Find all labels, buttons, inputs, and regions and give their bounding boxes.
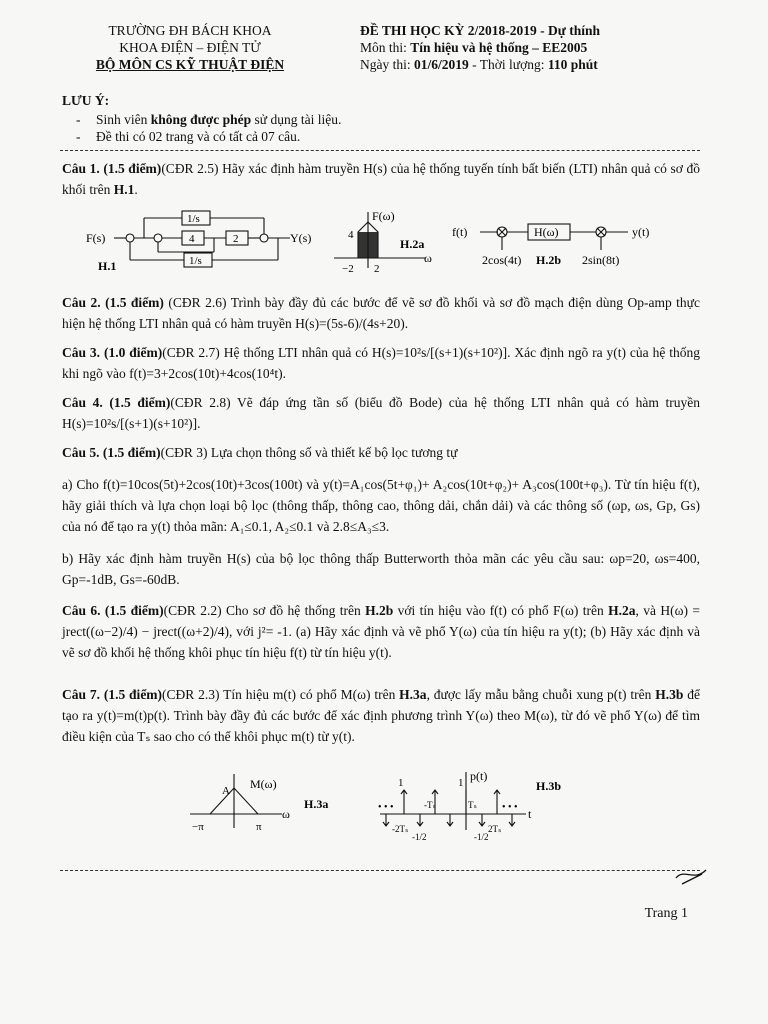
h3b-up: 1 [398,777,404,789]
h1-block-2: 4 [189,233,195,245]
h1-output-label: Y(s) [290,231,312,245]
h3b-tick-m2: -2Tₛ [392,824,409,834]
question-5a: a) Cho f(t)=10cos(5t)+2cos(10t)+3cos(100t) và y(t)=A₁cos(5t+φ₁)+ A₂cos(10t+φ₂)+ A₃cos(100t+φ₃). Từ tín hiệu f(t), hãy giải thích và lựa chọn loại bộ lọc (thông thấp, thông cao, thông dải, chắn dải) và các thông số (ωp, ωs, Gp, Gs) của nó để tạo ra y(t) thỏa mãn: A₁≤0.1, A₂≤0.1 và 2.8≤A₃≤3. [62,477,700,534]
question-5b: b) Hãy xác định hàm truyền H(s) của bộ lọc thông thấp Butterworth thỏa mãn các yêu cầu sau: ωp=20, ωs=400, Gp=-1dB, Gs=-60dB. [62,551,700,587]
university-name: TRƯỜNG ĐH BÁCH KHOA [108,23,272,38]
question-7: Câu 7. (1.5 điểm)(CĐR 2.3) Tín hiệu m(t) có phổ M(ω) trên H.3a, được lấy mẫu bằng chuỗi xung p(t) trên H.3b để tạo ra y(t)=m(t)p(t). Trình bày đầy đủ các bước để xác định phương trình Y(ω) theo M(ω), từ đó vẽ phổ Y(ω) để tìm điều kiện của Tₛ sao cho có thể khôi phục m(t) từ y(t). [62,687,700,744]
faculty-name: KHOA ĐIỆN – ĐIỆN TỬ [119,40,261,55]
spectrum-h2a [334,208,444,278]
department-name: BỘ MÔN CS KỸ THUẬT ĐIỆN [95,57,285,72]
exam-subject: Tín hiệu và hệ thống – EE2005 [410,40,588,55]
h3b-up-center: 1 [458,777,464,789]
question-5: Câu 5. (1.5 điểm)(CĐR 3) Lựa chọn thông số và thiết kế bộ lọc tương tự [62,445,458,460]
spectrum-h3a [186,770,336,836]
h1-label: H.1 [98,259,117,273]
exam-date: 01/6/2019 [414,57,469,72]
question-1: Câu 1. (1.5 điểm)(CĐR 2.5) Hãy xác định hàm truyền H(s) của hệ thống tuyến tính bất biến (LTI) nhân quả có sơ đồ khối trên H.1. [62,161,700,197]
h3b-ylabel: p(t) [470,769,488,783]
h3b-xlabel: t [528,807,532,821]
impulse-train-h3b [376,768,576,844]
h3b-tick-p1: Tₛ [468,800,477,810]
exam-header [360,22,700,73]
exam-title: ĐỀ THI HỌC KỲ 2/2018-2019 - Dự thính [360,23,601,38]
notes-title: LƯU Ý: [62,93,110,108]
h2a-height: 4 [348,229,354,241]
h1-input-label: F(s) [86,231,106,245]
h3a-tick-neg: −π [192,821,204,833]
h1-block-3: 2 [233,233,239,245]
h2a-tick-neg: −2 [342,263,354,275]
question-4: Câu 4. (1.5 điểm)(CĐR 2.8) Vẽ đáp ứng tần số (biểu đồ Bode) của hệ thống LTI nhân quả có hàm truyền H(s)=10²s/[(s+1)(s+10²)]. [62,395,700,431]
divider-bottom [60,870,700,871]
signature-mark [672,862,712,890]
h2b-output-label: y(t) [632,225,650,239]
h2b-label: H.2b [536,253,562,267]
question-2: Câu 2. (1.5 điểm) (CĐR 2.6) Trình bày đầy đủ các bước để vẽ sơ đồ khối và sơ đồ mạch điện dùng Op-amp thực hiện hệ thống LTI nhân quả có hàm truyền H(s)=(5s-6)/(4s+20). [62,295,700,331]
h2a-label: H.2a [400,237,425,251]
h3a-ylabel: M(ω) [250,777,277,791]
exam-subject-line: Môn thi: Tín hiệu và hệ thống – EE2005 [360,40,588,55]
exam-duration: 110 phút [547,57,598,72]
question-3: Câu 3. (1.0 điểm)(CĐR 2.7) Hệ thống LTI nhân quả có H(s)=10²s/[(s+1)(s+10²)]. Xác định ngõ ra y(t) của hệ thống khi ngõ vào f(t)=3+2cos(10t)+4cos(10⁴t). [62,345,700,381]
h3b-label: H.3b [536,779,562,793]
h1-block-1: 1/s [187,213,200,225]
block-diagram-h1 [86,208,326,280]
h2b-block: H(ω) [534,225,559,239]
note-item: - Đề thi có 02 trang và có tất cả 07 câu. [76,128,341,145]
h3a-tick-pos: π [256,821,262,833]
h3a-xlabel: ω [282,807,290,821]
exam-date-line: Ngày thi: 01/6/2019 - Thời lượng: 110 phút [360,57,598,72]
h1-block-4: 1/s [189,255,202,267]
institution-header [60,22,320,73]
h3b-tick-m1: -Tₛ [424,800,436,810]
h2b-mult1: 2cos(4t) [482,253,522,267]
h3b-down-left: -1/2 [412,832,427,842]
system-diagram-h2b [452,212,692,272]
page-number: Trang 1 [644,906,688,921]
h2a-tick-pos: 2 [374,263,380,275]
question-6: Câu 6. (1.5 điểm)(CĐR 2.2) Cho sơ đồ hệ thống trên H.2b với tín hiệu vào f(t) có phổ F(ω) trên H.2a, và H(ω) = jrect((ω−2)/4) − jrect((ω+2)/4), với j²= -1. (a) Hãy xác định và vẽ phổ Y(ω) của tín hiệu ra y(t); (b) Hãy xác định và vẽ sơ đồ khối hệ thống khôi phục tín hiệu f(t) từ tín hiệu y(t). [62,603,700,660]
h3a-peak: A [222,785,230,797]
h3b-dots-left: • • • [378,802,394,813]
h3b-dots-right: • • • [502,802,518,813]
h2a-ylabel: F(ω) [372,209,395,223]
h3a-label: H.3a [304,797,329,811]
divider-top [60,150,700,151]
note-item: - Sinh viên không được phép sử dụng tài liệu. [76,111,341,128]
h2b-mult2: 2sin(8t) [582,253,620,267]
h3b-tick-p2: 2Tₛ [488,824,502,834]
h3b-down-right: -1/2 [474,832,489,842]
h2b-input-label: f(t) [452,225,468,239]
exam-notes [62,92,341,145]
h2a-xlabel: ω [424,251,432,265]
